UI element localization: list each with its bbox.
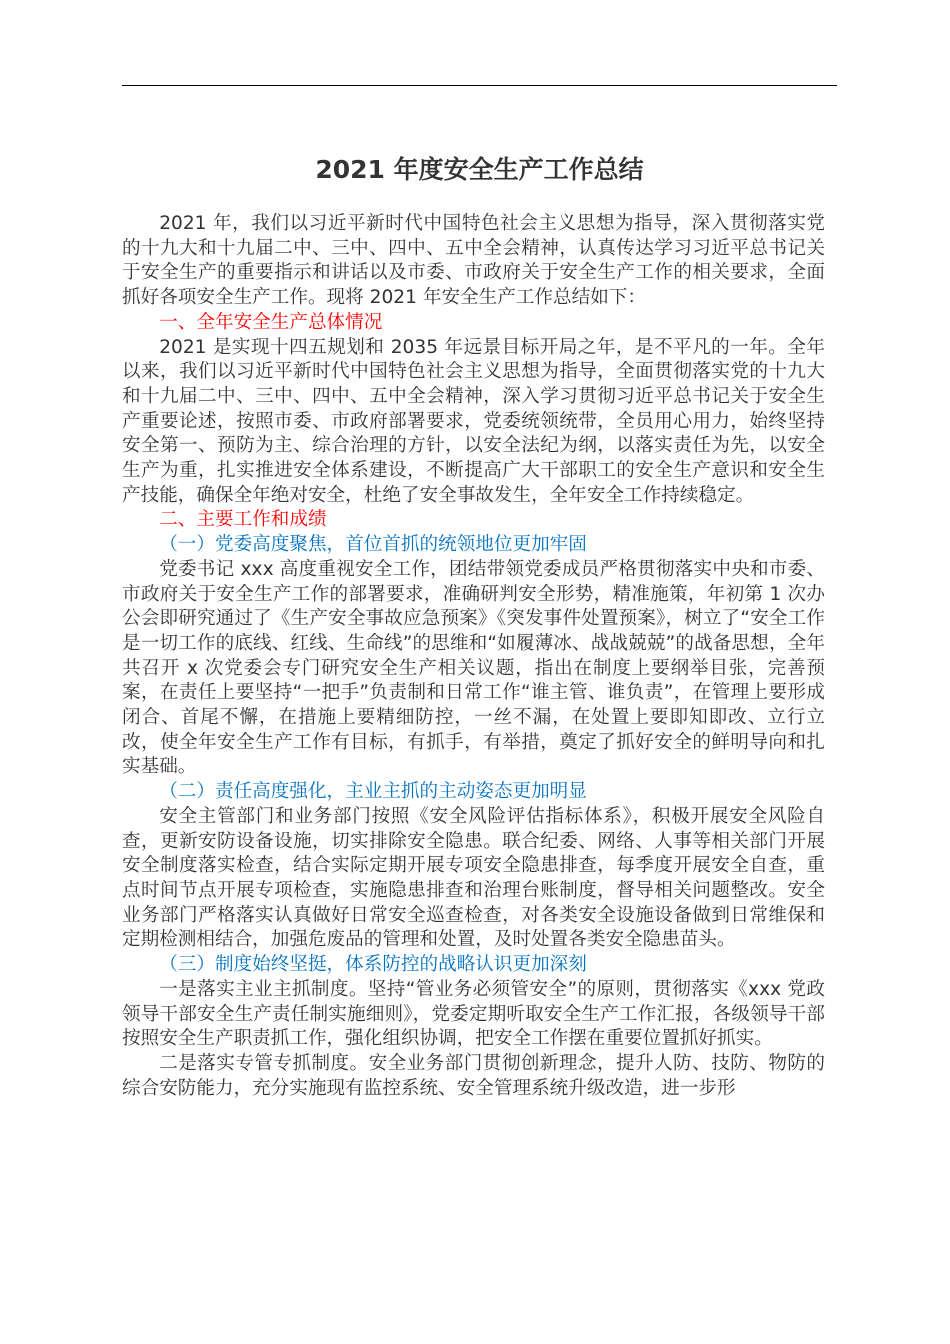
header-rule xyxy=(122,85,837,86)
section-heading-achievements: 二、主要工作和成绩 xyxy=(159,509,327,531)
subheading-party-committee: （一）党委高度聚焦，首位首抓的统领地位更加牢固 xyxy=(159,534,587,556)
document-body xyxy=(122,212,825,1101)
responsibility-paragraph: 安全主管部门和业务部门按照《安全风险评估指标体系》，积极开展安全风险自查，更新安防设备设施，切实排除安全隐患。联合纪委、网络、人事等相关部门开展安全制度落实检查，结合实际定期开展专项安全隐患排查，每季度开展安全自查，重点时间节点开展专项检查，实施隐患排查和治理台账制度，督导相关问题整改。安全业务部门严格落实认真做好日常安全巡查检查，对各类安全设施设备做到日常维保和定期检测相结合，加强危废品的管理和处置，及时处置各类安全隐患苗头。 xyxy=(122,805,825,951)
document-title: 2021 年度安全生产工作总结 xyxy=(315,155,644,184)
overview-paragraph: 2021 是实现十四五规划和 2035 年远景目标开局之年，是不平凡的一年。全年以来，我们以习近平新时代中国特色社会主义思想为指导，全面贯彻落实党的十九大和十九届二中、三中、四中、五中全会精神，深入学习贯彻习近平总书记关于安全生产重要论述，按照市委、市政府部署要求，党委统领统带，全员用心用力，始终坚持安全第一、预防为主、综合治理的方针，以安全法纪为纲，以落实责任为先，以安全生产为重，扎实推进安全体系建设，不断提高广大干部职工的安全生产意识和安全生产技能，确保全年绝对安全，杜绝了安全事故发生，全年安全工作持续稳定。 xyxy=(122,336,825,506)
section-heading-overview: 一、全年安全生产总体情况 xyxy=(159,311,383,333)
system-paragraph-2: 二是落实专管专抓制度。安全业务部门贯彻创新理念，提升人防、技防、物防的综合安防能力，充分实施现有监控系统、安全管理系统升级改造，进一步形 xyxy=(122,1052,825,1099)
subheading-responsibility: （二）责任高度强化，主业主抓的主动姿态更加明显 xyxy=(159,781,587,803)
system-paragraph-1: 一是落实主业主抓制度。坚持“管业务必须管安全”的原则，贯彻落实《xxx 党政领导干部安全生产责任制实施细则》，党委定期听取安全生产工作汇报，各级领导干部按照安全生产职责抓工作，强化组织协调，把安全工作摆在重要位置抓好抓实。 xyxy=(122,978,825,1050)
subheading-system: （三）制度始终坚挺，体系防控的战略认识更加深刻 xyxy=(159,954,587,976)
intro-paragraph: 2021 年，我们以习近平新时代中国特色社会主义思想为指导，深入贯彻落实党的十九大和十九届二中、三中、四中、五中全会精神，认真传达学习习近平总书记关于安全生产的重要指示和讲话以及市委、市政府关于安全生产工作的相关要求，全面抓好各项安全生产工作。现将 2021 年安全生产工作总结如下： xyxy=(122,213,825,309)
party-committee-paragraph: 党委书记 xxx 高度重视安全工作，团结带领党委成员严格贯彻落实中央和市委、市政府关于安全生产工作的部署要求，准确研判安全形势，精准施策，年初第 1 次办公会即研究通过了《生产安全事故应急预案》《突发事件处置预案》，树立了“安全工作是一切工作的底线、红线、生命线”的思维和“如履薄冰、战战兢兢”的战备思想，全年共召开 x 次党委会专门研究安全生产相关议题，指出在制度上要纲举目张，完善预案，在责任上要坚持“一把手”负责制和日常工作“谁主管、谁负责”，在管理上要形成闭合、首尾不懈，在措施上要精细防控，一丝不漏，在处置上要即知即改、立行立改，使全年安全生产工作有目标，有抓手，有举措，奠定了抓好安全的鲜明导向和扎实基础。 xyxy=(122,558,825,778)
